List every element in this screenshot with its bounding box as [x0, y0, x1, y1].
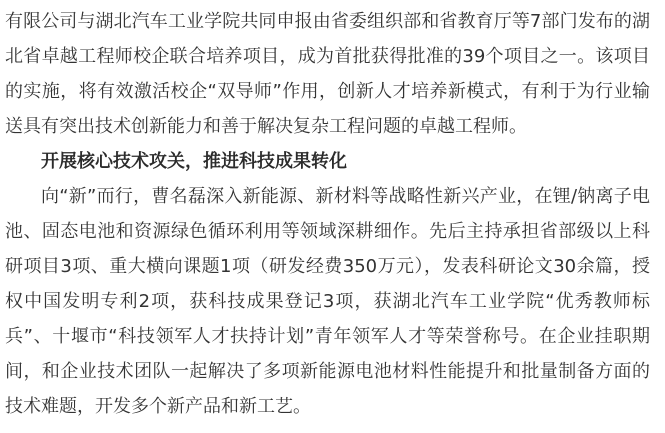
paragraph-intro: 有限公司与湖北汽车工业学院共同申报由省委组织部和省教育厅等7部门发布的湖北省卓越工程师校企联合培养项目，成为首批获得批准的39个项目之一。该项目的实施，将有效激活校企“双导师”作用，创新人才培养新模式，有利于为行业输送具有突出技术创新能力和善于解决复杂工程问题的卓越工程师。	[5, 11, 650, 137]
section-heading: 开展核心技术攻关，推进科技成果转化	[41, 151, 347, 172]
paragraph-body: 向“新”而行，曹名磊深入新能源、新材料等战略性新兴产业，在锂/钠离子电池、固态电池和资源绿色循环利用等领域深耕细作。先后主持承担省部级以上科研项目3项、重大横向课题1项（研发经费350万元），发表科研论文30余篇，授权中国发明专利2项，获科技成果登记3项，获湖北汽车工业学院“优秀教师标兵”、十堰市“科技领军人才扶持计划”青年领军人才等荣誉称号。在企业挂职期间，和企业技术团队一起解决了多项新能源电池材料性能提升和批量制备方面的技术难题，开发多个新产品和新工艺。	[5, 186, 650, 417]
